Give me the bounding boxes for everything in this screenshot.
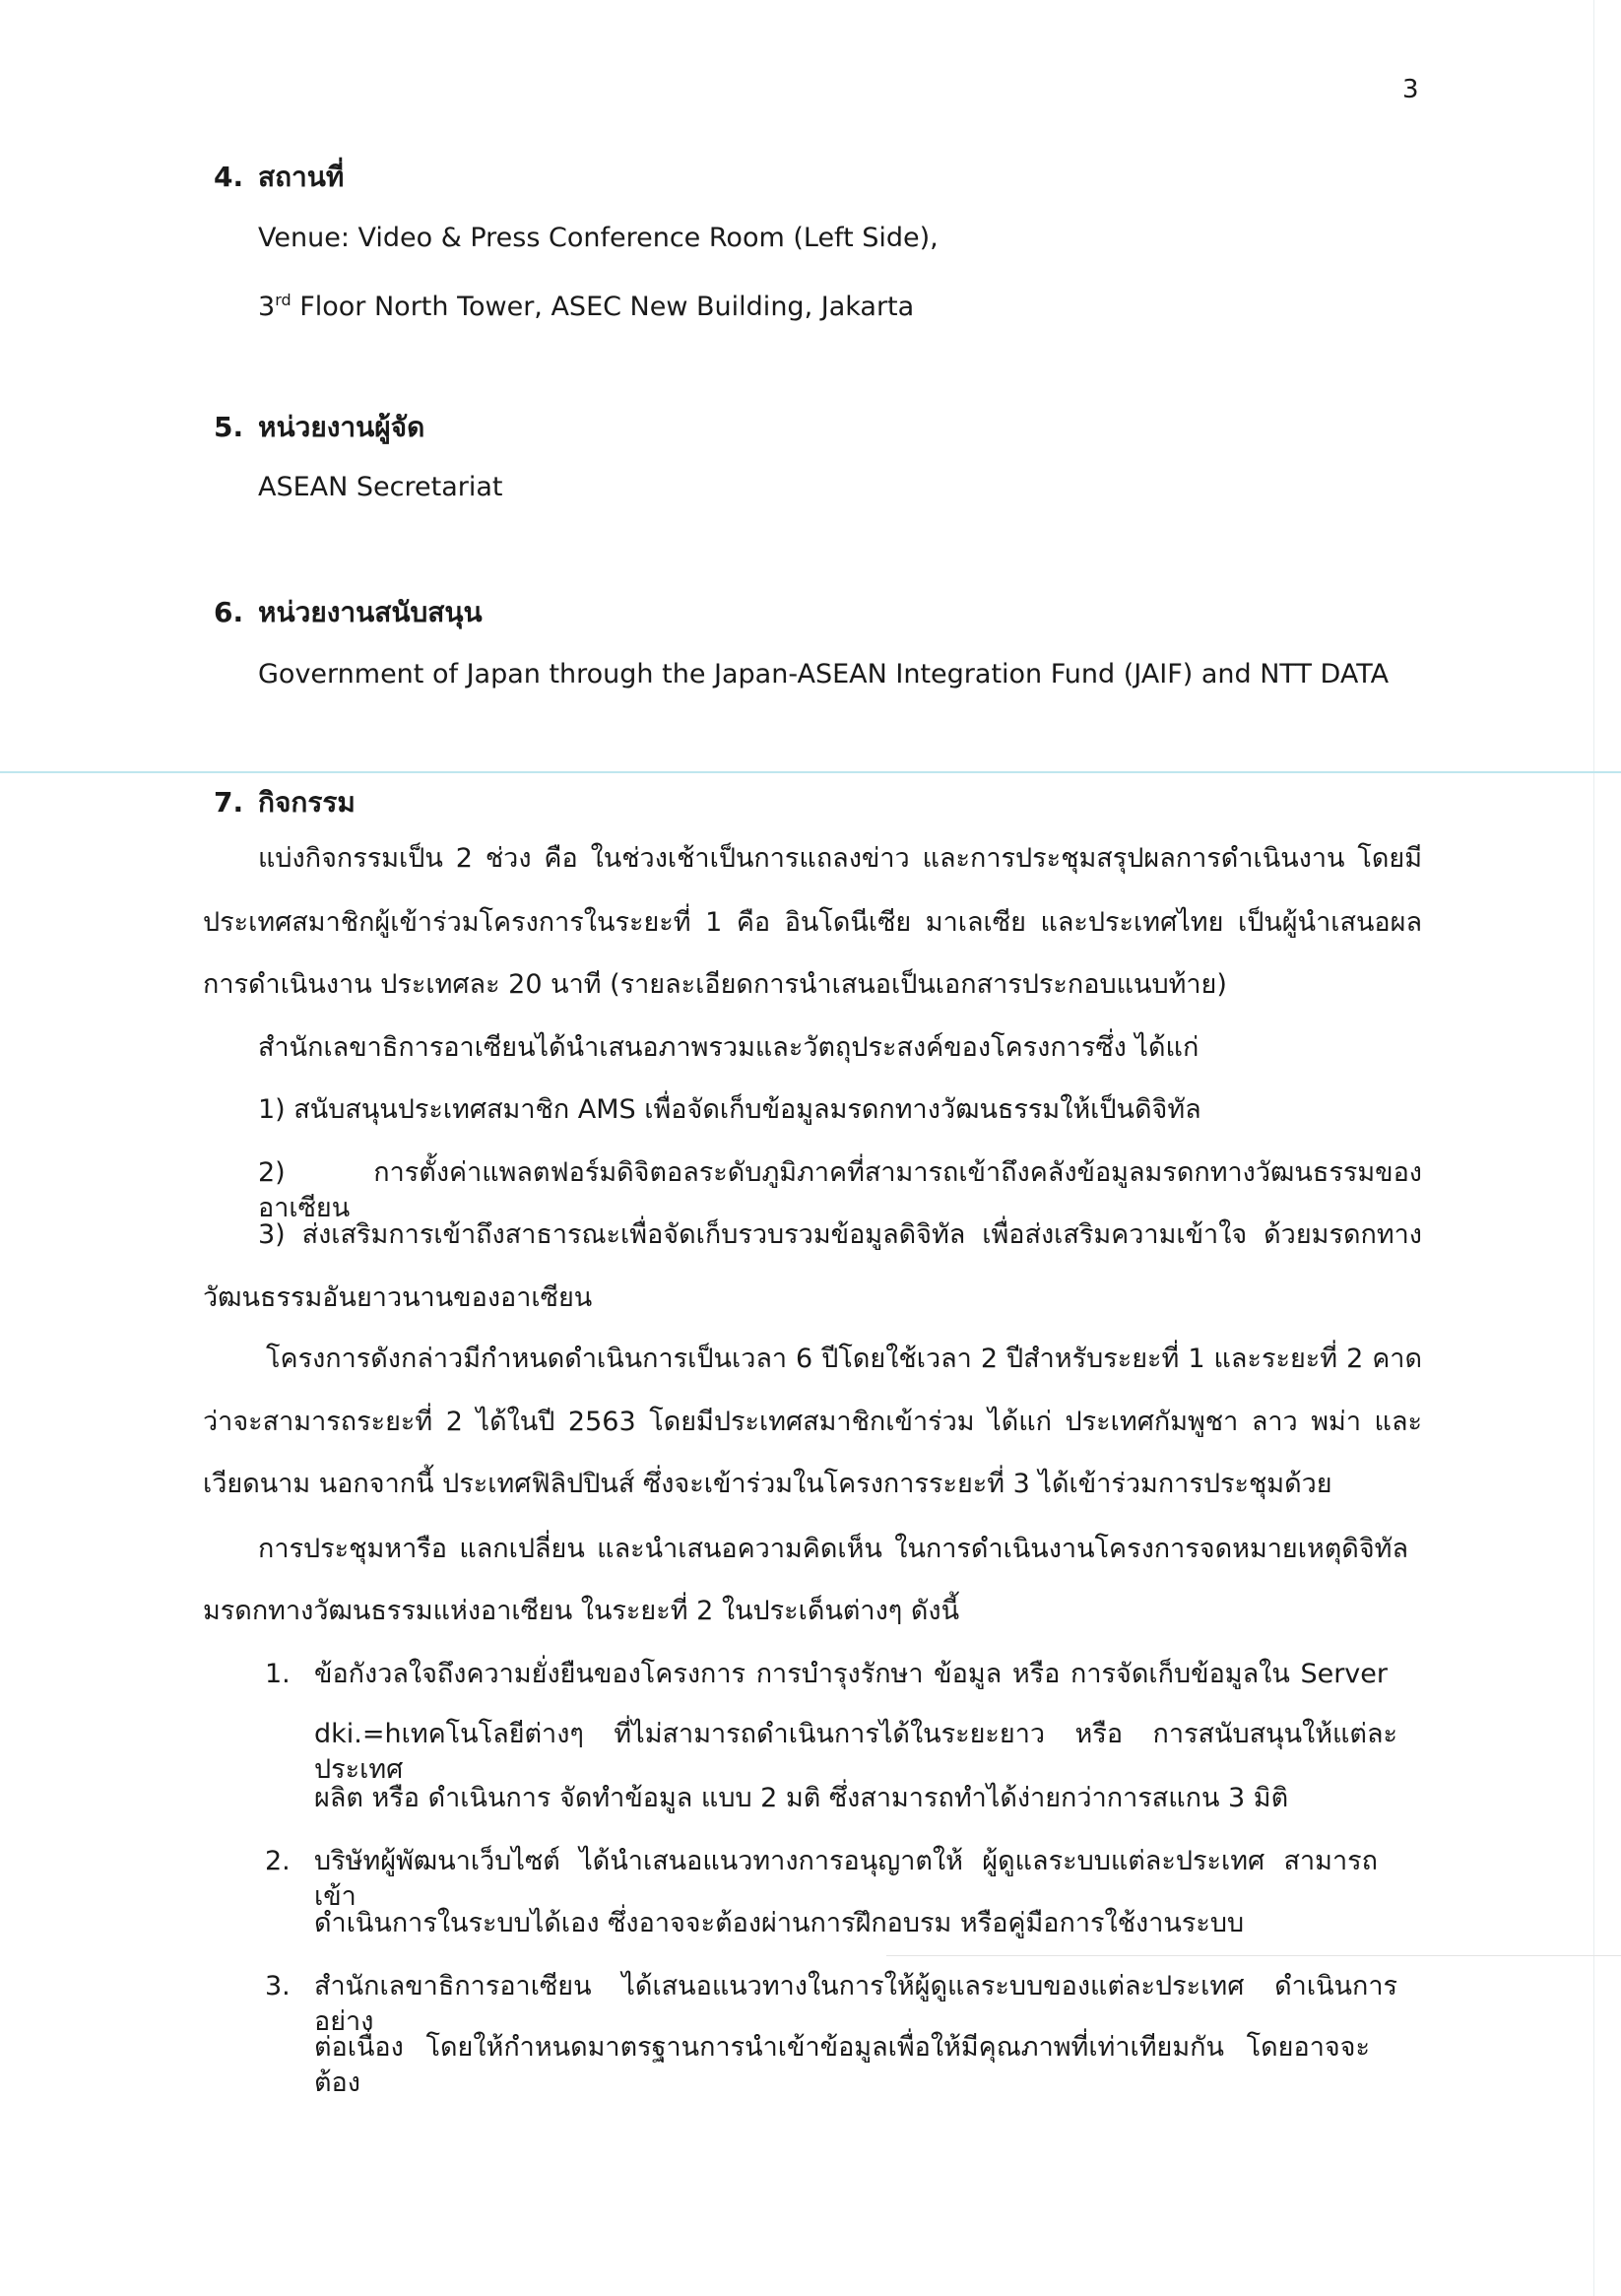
list-item-line: ผลิต หรือ ดำเนินการ จัดทำข้อมูล แบบ 2 มติ ซึ่งสามารถทำได้ง่ายกว่าการสแกน 3 มิติ: [314, 1783, 1289, 1813]
venue-floor-line: 3rd Floor North Tower, ASEC New Building, Jakarta: [258, 291, 915, 322]
list-item-line: ข้อกังวลใจถึงความยั่งยืนของโครงการ การบำรุงรักษา ข้อมูล หรือ การจัดเก็บข้อมูลใน Server: [314, 1659, 1388, 1689]
paragraph-line: การประชุมหารือ แลกเปลี่ยน และนำเสนอความคิดเห็น ในการดำเนินงานโครงการจดหมายเหตุดิจิทัล: [258, 1534, 1408, 1564]
scan-edge: [1593, 0, 1594, 2296]
paragraph-line: ว่าจะสามารถระยะที่ 2 ได้ในปี 2563 โดยมีประเทศสมาชิกเข้าร่วม ได้แก่ ประเทศกัมพูชา ลาว พม่า และ: [203, 1407, 1422, 1437]
venue-line: Venue: Video & Press Conference Room (Left Side),: [258, 223, 939, 253]
paragraph-line: โครงการดังกล่าวมีกำหนดดำเนินการเป็นเวลา 6 ปีโดยใช้เวลา 2 ปีสำหรับระยะที่ 1 และระยะที่ 2 คาด: [266, 1344, 1422, 1374]
list-item-number: 3.: [265, 1971, 291, 2001]
list-item-line: ดำเนินการในระบบได้เอง ซึ่งอาจจะต้องผ่านการฝึกอบรม หรือคู่มือการใช้งานระบบ: [314, 1908, 1245, 1938]
list-item-line: สำนักเลขาธิการอาเซียน ได้เสนอแนวทางในการให้ผู้ดูแลระบบของแต่ละประเทศ ดำเนินการอย่าง: [314, 1971, 1397, 2037]
list-item-number: 1.: [265, 1659, 291, 1689]
list-item-line: บริษัทผู้พัฒนาเว็บไซต์ ได้นำเสนอแนวทางการอนุญาตให้ ผู้ดูแลระบบแต่ละประเทศ สามารถเข้า: [314, 1846, 1378, 1912]
section-7-number: 7.: [214, 786, 244, 819]
objective-line: 1) สนับสนุนประเทศสมาชิก AMS เพื่อจัดเก็บข้อมูลมรดกทางวัฒนธรรมให้เป็นดิจิทัล: [258, 1094, 1201, 1125]
paragraph-line: มรดกทางวัฒนธรรมแห่งอาเซียน ในระยะที่ 2 ในประเด็นต่างๆ ดังนี้: [203, 1596, 960, 1626]
paragraph-line: สำนักเลขาธิการอาเซียนได้นำเสนอภาพรวมและวัตถุประสงค์ของโครงการซึ่ง ได้แก่: [258, 1032, 1200, 1063]
objective-line: วัฒนธรรมอันยาวนานของอาเซียน: [203, 1282, 593, 1313]
paragraph-line: เวียดนาม นอกจากนี้ ประเทศฟิลิปปินส์ ซึ่งจะเข้าร่วมในโครงการระยะที่ 3 ได้เข้าร่วมการประชุมด้วย: [203, 1469, 1332, 1499]
paragraph-line: การดำเนินงาน ประเทศละ 20 นาที (รายละเอียดการนำเสนอเป็นเอกสารประกอบแนบท้าย): [203, 969, 1227, 1000]
list-item-line: ต่อเนื่อง โดยให้กำหนดมาตรฐานการนำเข้าข้อมูลเพื่อให้มีคุณภาพที่เท่าเทียมกัน โดยอาจจะต้อง: [314, 2032, 1370, 2098]
page-number: 3: [1402, 75, 1419, 104]
scan-line: [886, 1955, 1621, 1956]
list-item-number: 2.: [265, 1846, 291, 1876]
paragraph-line: แบ่งกิจกรรมเป็น 2 ช่วง คือ ในช่วงเช้าเป็นการแถลงข่าว และการประชุมสรุปผลการดำเนินงาน โดยมี: [258, 843, 1422, 874]
section-6-title: หน่วยงานสนับสนุน: [258, 596, 483, 628]
section-5-number: 5.: [214, 411, 244, 443]
objective-line: 2) การตั้งค่าแพลตฟอร์มดิจิตอลระดับภูมิภาคที่สามารถเข้าถึงคลังข้อมูลมรดกทางวัฒนธรรมของอาเซียน: [258, 1157, 1422, 1223]
supporter-line: Government of Japan through the Japan-ASEAN Integration Fund (JAIF) and NTT DATA: [258, 659, 1390, 689]
objective-line: 3) ส่งเสริมการเข้าถึงสาธารณะเพื่อจัดเก็บรวบรวมข้อมูลดิจิทัล เพื่อส่งเสริมความเข้าใจ ด้วยมรดกทาง: [258, 1219, 1422, 1250]
section-7-title: กิจกรรม: [258, 786, 356, 819]
paragraph-line: ประเทศสมาชิกผู้เข้าร่วมโครงการในระยะที่ 1 คือ อินโดนีเซีย มาเลเซีย และประเทศไทย เป็นผู้นำเสนอผล: [203, 907, 1422, 938]
section-4-number: 4.: [214, 161, 244, 193]
section-5-title: หน่วยงานผู้จัด: [258, 411, 425, 443]
organizer-line: ASEAN Secretariat: [258, 472, 503, 502]
list-item-line: dki.=hเทคโนโลยีต่างๆ ที่ไม่สามารถดำเนินการได้ในระยะยาว หรือ การสนับสนุนให้แต่ละประเทศ: [314, 1719, 1397, 1785]
section-4-title: สถานที่: [258, 161, 345, 193]
section-6-number: 6.: [214, 596, 244, 628]
scan-line: [0, 771, 1621, 773]
